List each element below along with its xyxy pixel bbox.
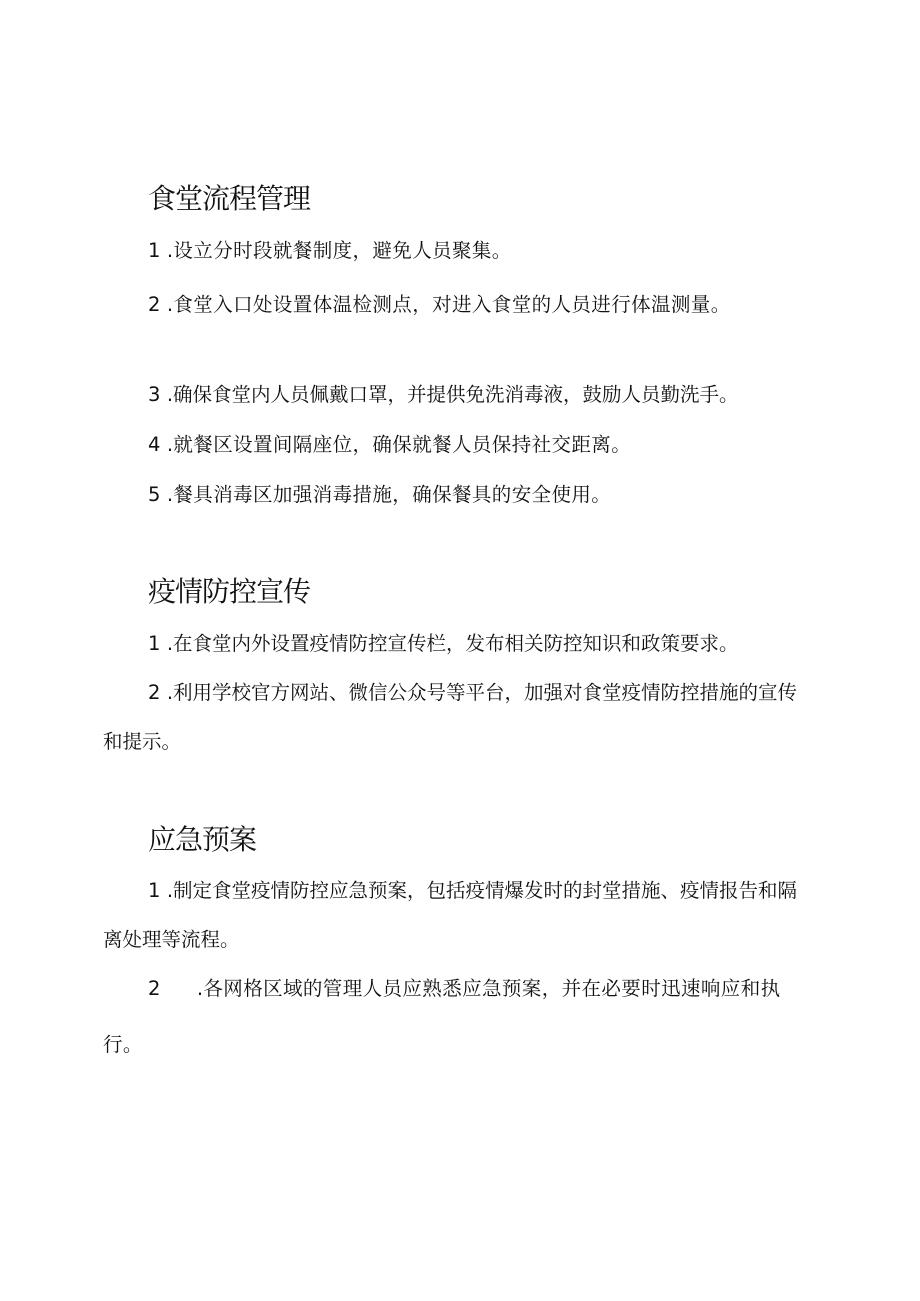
list-item [103,866,815,964]
item-text: .各网格区域的管理人员应熟悉应急预案，并在必要时迅速响应和执行。 [103,977,781,1056]
item-number: 4 [148,433,161,456]
section-heading-epidemic-publicity: 疫情防控宣传 [148,575,311,608]
item-text: .确保食堂内人员佩戴口罩，并提供免洗消毒液，鼓励人员勤洗手。 [166,383,739,406]
list-item [103,280,815,329]
list-item [103,420,815,469]
item-text: .制定食堂疫情防控应急预案，包括疫情爆发时的封堂措施、疫情报告和隔离处理等流程。 [103,879,798,951]
item-text: .就餐区设置间隔座位，确保就餐人员保持社交距离。 [166,433,632,456]
item-number: 3 [148,383,161,406]
item-text: .食堂入口处设置体温检测点，对进入食堂的人员进行体温测量。 [166,293,731,316]
list-item [103,668,815,766]
item-text: .设立分时段就餐制度，避免人员聚集。 [166,239,512,262]
item-number: 1 [148,632,161,655]
list-item [103,370,815,419]
item-number: 5 [148,483,161,506]
item-text: .在食堂内外设置疫情防控宣传栏，发布相关防控知识和政策要求。 [166,632,739,655]
item-text: .利用学校官方网站、微信公众号等平台，加强对食堂疫情防控措施的宣传和提示。 [103,681,798,753]
item-number: 1 [148,879,161,902]
item-text: .餐具消毒区加强消毒措施，确保餐具的安全使用。 [166,483,612,506]
section-heading-canteen-process: 食堂流程管理 [148,182,311,215]
item-number: 2 [148,293,161,316]
item-number: 2 [148,977,161,1000]
list-item [103,470,815,519]
item-number: 1 [148,239,161,262]
list-item [103,961,815,1073]
list-item [103,619,815,668]
list-item [103,226,815,275]
item-number: 2 [148,681,161,704]
section-heading-emergency-plan: 应急预案 [148,823,257,856]
